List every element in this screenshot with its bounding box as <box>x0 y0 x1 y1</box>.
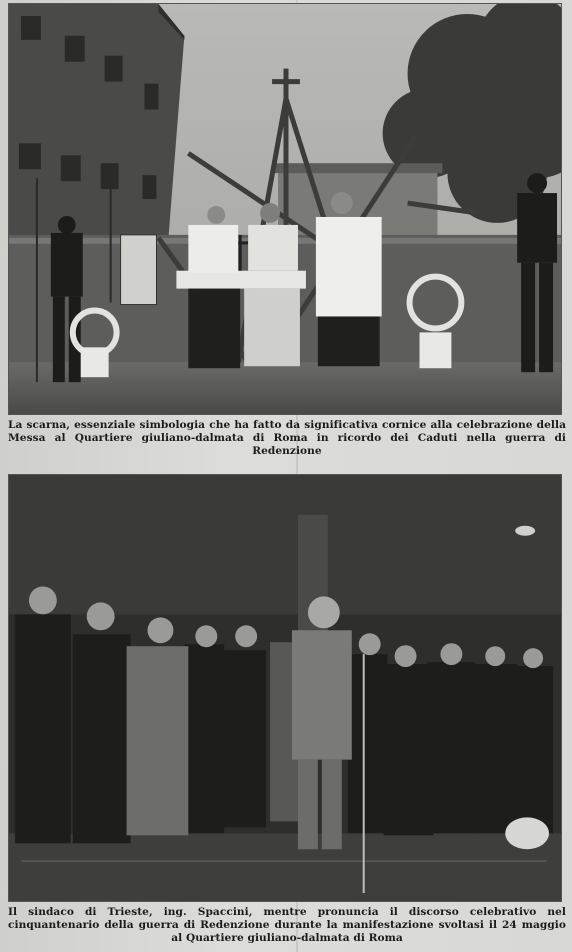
sign-board <box>121 235 157 305</box>
mayor-speech-image <box>9 475 561 901</box>
top-photo-caption: La scarna, essenziale simbologia che ha fatto da significativa cornice alla celebrazione della Messa al Quartiere giuliano-dalmata di Roma in ricordo dei Caduti nella guerra di Redenzione <box>8 419 566 457</box>
foreground-light <box>505 817 549 849</box>
mayor-speech-photo <box>8 474 562 902</box>
bottom-photo-caption: Il sindaco di Trieste, ing. Spaccini, mentre pronuncia il discorso celebrativo nel cinquantenario della guerra di Redenzione durante la manifestazione svoltasi il 24 maggio al Quartiere giuliano-dalmata di Roma <box>8 906 566 944</box>
altar-table <box>176 271 306 289</box>
outdoor-mass-image <box>9 4 561 414</box>
ceiling-light <box>515 526 535 536</box>
outdoor-mass-photo <box>8 3 562 415</box>
